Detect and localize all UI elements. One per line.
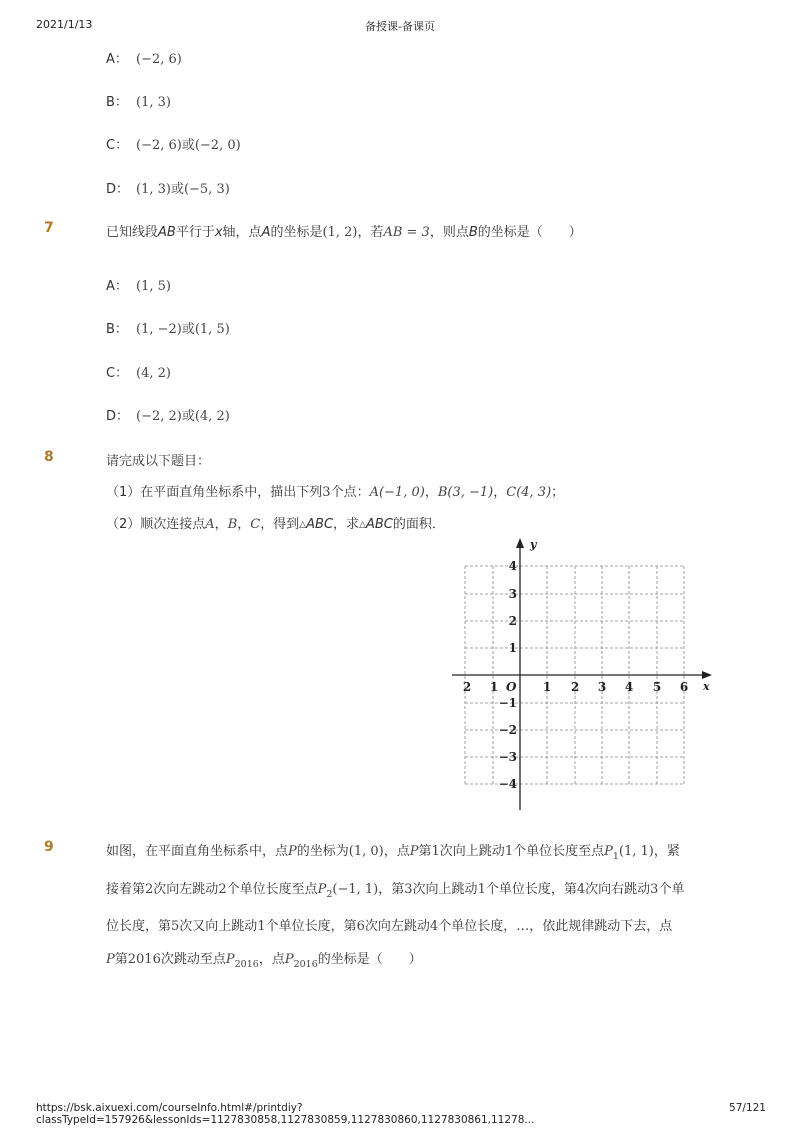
option-value: (−2, 6)或(−2, 0) <box>136 138 241 153</box>
y-tick-label: 4 <box>508 559 517 573</box>
q7-option-a[interactable] <box>106 275 171 294</box>
footer-page-number: 57/121 <box>729 1102 766 1114</box>
q6-option-b[interactable] <box>106 91 171 110</box>
option-label: C： <box>106 138 129 153</box>
y-tick-label: 3 <box>508 587 517 601</box>
x-tick-label: 6 <box>679 680 689 694</box>
y-axis-arrow <box>516 538 524 548</box>
y-axis-label: y <box>530 538 537 551</box>
option-label: B： <box>106 322 128 337</box>
question-number-8: 8 <box>44 449 54 465</box>
x-tick-label: 2 <box>462 680 472 694</box>
option-value: (1, 3)或(−5, 3) <box>136 182 230 197</box>
x-axis-label: x <box>703 680 710 693</box>
option-value: (−2, 2)或(4, 2) <box>136 409 230 424</box>
q6-option-a[interactable] <box>106 48 182 67</box>
origin-label: O <box>506 680 517 694</box>
x-tick-labels <box>463 680 688 694</box>
y-tick-label: −3 <box>498 750 517 764</box>
q8-part2: （2）顺次连接点A，B，C，得到△ABC，求△ABC的面积． <box>106 517 445 532</box>
q9-line4: P第2016次跳动至点$P_{2016}$，点$P_{2016}$的坐标是（ ） <box>106 952 422 970</box>
option-label: D： <box>106 182 130 197</box>
question-number-9: 9 <box>44 839 54 855</box>
option-value: (1, 3) <box>136 95 171 110</box>
y-tick-label: −1 <box>498 696 517 710</box>
option-label: C： <box>106 366 129 381</box>
q8-part1: （1）在平面直角坐标系中，描出下列3个点：A(−1, 0)，B(3, −1)，C(4, 3)； <box>106 485 565 500</box>
x-tick-label: 3 <box>597 680 607 694</box>
y-tick-label: 2 <box>508 614 517 628</box>
q7-stem: 已知线段AB平行于x轴，点A的坐标是(1, 2)，若AB = 3，则点B的坐标是（ ） <box>106 225 582 240</box>
q9-line1: 如图，在平面直角坐标系中，点P的坐标为(1, 0)，点P第1次向上跳动1个单位长度至点$P_1(1$, 1)，紧 <box>106 844 680 862</box>
x-tick-label: 1 <box>542 680 552 694</box>
header-date: 2021/1/13 <box>36 18 93 31</box>
axes <box>452 542 706 810</box>
x-tick-label: 4 <box>624 680 634 694</box>
header-title: 备授课-备课页 <box>365 20 435 33</box>
x-tick-label: 5 <box>652 680 662 694</box>
q6-option-c[interactable] <box>106 134 241 153</box>
question-number-7: 7 <box>44 220 54 236</box>
coordinate-grid-svg <box>448 534 718 819</box>
y-tick-label: −2 <box>498 723 517 737</box>
option-value: (1, 5) <box>136 279 171 294</box>
q8-intro: 请完成以下题目： <box>106 454 211 469</box>
option-value: (1, −2)或(1, 5) <box>136 322 230 337</box>
q7-option-b[interactable] <box>106 318 230 337</box>
q9-line2: 接着第2次向左跳动2个单位长度至点$P_2(-1$, 1)，第3次向上跳动1个单位长度，第4次向右跳动3个单 <box>106 882 685 900</box>
option-label: A： <box>106 279 128 294</box>
q6-option-d[interactable] <box>106 178 230 197</box>
option-value: (4, 2) <box>136 366 171 381</box>
option-value: (−2, 6) <box>136 52 182 67</box>
option-label: B： <box>106 95 128 110</box>
x-tick-label: 2 <box>570 680 580 694</box>
y-tick-label: 1 <box>508 641 517 655</box>
coordinate-grid <box>448 534 718 823</box>
option-label: A： <box>106 52 128 67</box>
y-tick-label: −4 <box>498 777 517 791</box>
option-label: D： <box>106 409 130 424</box>
q7-option-c[interactable] <box>106 362 171 381</box>
footer-url: https://bsk.aixuexi.com/courseInfo.html#/printdiy?classTypeId=157926&lessonIds=1127830858,1127830859,1127830860,1127830861,11278... <box>36 1102 535 1126</box>
q9-line3: 位长度，第5次又向上跳动1个单位长度，第6次向左跳动4个单位长度，…，依此规律跳动下去，点 <box>106 919 673 934</box>
q7-option-d[interactable] <box>106 405 230 424</box>
x-tick-label: 1 <box>489 680 499 694</box>
x-axis-arrow <box>702 671 712 679</box>
